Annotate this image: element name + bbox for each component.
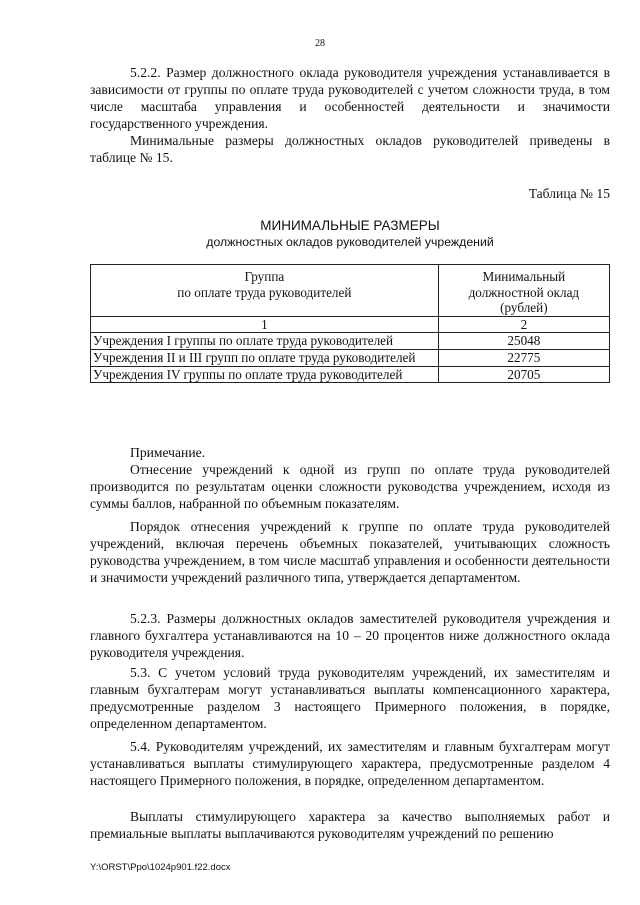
column-number-row <box>91 316 610 333</box>
note-paragraph-1: Отнесение учреждений к одной из групп по оплате труда руководителей производится по результатам оценки сложности руководства учреждением, исходя из суммы баллов, набранной по объемным показателям. <box>90 462 610 512</box>
header-salary-line: Минимальный <box>482 269 566 284</box>
table-row <box>91 349 610 366</box>
note-heading: Примечание. <box>130 445 206 460</box>
paragraph-incentive-payments: Выплаты стимулирующего характера за качество выполняемых работ и премиальные выплаты выплачиваются руководителям учреждений по решению <box>90 809 610 842</box>
column-number: 2 <box>438 316 609 333</box>
group-cell: Учреждения II и III групп по оплате труда руководителей <box>91 349 439 366</box>
table-title: МИНИМАЛЬНЫЕ РАЗМЕРЫ <box>260 218 440 233</box>
note-paragraph-2: Порядок отнесения учреждений к группе по оплате труда руководителей учреждений, включая перечень объемных показателей, учитывающих сложность руководства учреждением, в том числе масштаб управления и особенности деятельности и значимости учреждений различного типа, утверждается департаментом. <box>90 519 610 586</box>
group-cell: Учреждения I группы по оплате труда руководителей <box>91 333 439 350</box>
paragraph-5-2-2: 5.2.2. Размер должностного оклада руководителя учреждения устанавливается в зависимости от группы по оплате труда руководителей с учетом сложности труда, в том числе масштаба управления и особенностей деятельности и значимости государственного учреждения. <box>90 65 610 132</box>
salary-cell: 20705 <box>438 366 609 383</box>
salary-table <box>90 264 610 383</box>
header-group-line: по оплате труда руководителей <box>177 284 352 300</box>
table-header-row <box>91 265 610 317</box>
header-salary-cell <box>438 265 609 317</box>
salary-cell: 22775 <box>438 349 609 366</box>
paragraph-5-2-3: 5.2.3. Размеры должностных окладов заместителей руководителя учреждения и главного бухгалтера устанавливаются на 10 – 20 процентов ниже должностного оклада руководителя учреждения. <box>90 611 610 661</box>
file-path-footer: Y:\ORST\Ppo\1024p901.f22.docx <box>90 862 231 873</box>
table-label: Таблица № 15 <box>528 186 610 201</box>
paragraph-5-3: 5.3. С учетом условий труда руководителям учреждений, их заместителям и главным бухгалтерам могут устанавливаться выплаты компенсационного характера, предусмотренные разделом 3 настоящего Примерного положения, в порядке, определенном департаментом. <box>90 665 610 732</box>
table-row <box>91 366 610 383</box>
table-row <box>91 333 610 350</box>
header-salary-line: (рублей) <box>500 300 548 316</box>
header-group-cell <box>91 265 439 317</box>
group-cell: Учреждения IV группы по оплате труда руководителей <box>91 366 439 383</box>
page-number: 28 <box>315 38 325 49</box>
header-salary-line: должностной оклад <box>468 284 580 300</box>
table-subtitle: должностных окладов руководителей учреждений <box>206 235 494 249</box>
paragraph-5-4: 5.4. Руководителям учреждений, их заместителям и главным бухгалтерам могут устанавливаться выплаты стимулирующего характера, предусмотренные разделом 4 настоящего Примерного положения, в порядке, определенном департаментом. <box>90 739 610 789</box>
column-number: 1 <box>91 316 439 333</box>
header-group-line: Группа <box>244 269 285 284</box>
paragraph-min-sizes: Минимальные размеры должностных окладов руководителей приведены в таблице № 15. <box>90 133 610 166</box>
salary-cell: 25048 <box>438 333 609 350</box>
